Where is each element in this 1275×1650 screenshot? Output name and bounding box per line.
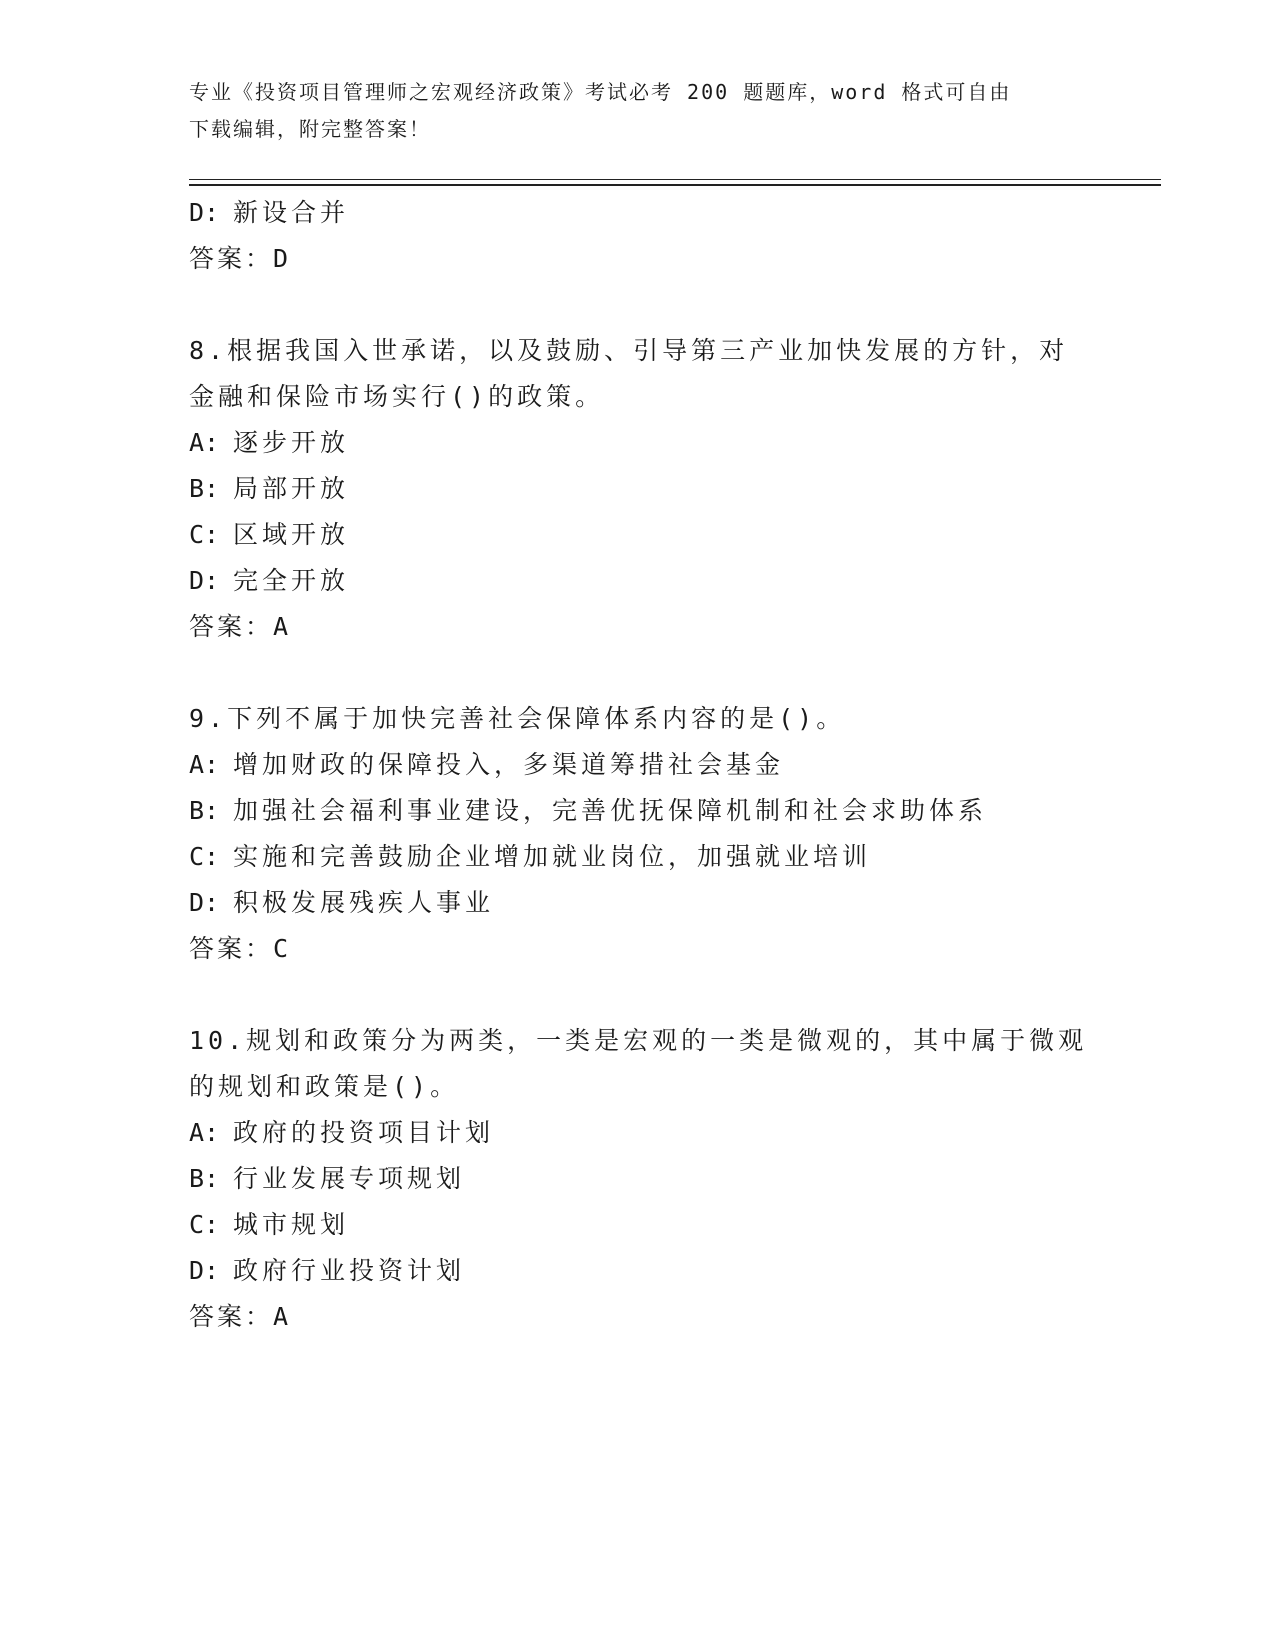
option-text: 完全开放	[233, 566, 350, 595]
header-divider-thin	[189, 179, 1161, 180]
question-spacer	[189, 650, 1129, 696]
option-text: 加强社会福利事业建设，完善优抚保障机制和社会求助体系	[233, 796, 988, 825]
option-text: 逐步开放	[233, 428, 350, 457]
option-letter: C:	[189, 842, 220, 871]
option-text: 城市规划	[233, 1210, 350, 1239]
option-d	[189, 558, 1129, 604]
option-text: 积极发展残疾人事业	[233, 888, 495, 917]
question-8	[189, 328, 1129, 650]
option-letter: C:	[189, 1210, 220, 1239]
option-c	[189, 512, 1129, 558]
question-list	[189, 190, 1129, 1340]
option-text: 政府行业投资计划	[233, 1256, 466, 1285]
option-letter: D:	[189, 566, 220, 595]
option-letter: A:	[189, 428, 220, 457]
header-line-2: 下载编辑，附完整答案！	[189, 117, 431, 141]
question-spacer	[189, 972, 1129, 1018]
document-header	[189, 74, 1089, 148]
answer-line: 答案：A	[189, 612, 292, 641]
option-letter: D:	[189, 198, 220, 227]
option-letter: B:	[189, 796, 220, 825]
header-line-1: 专业《投资项目管理师之宏观经济政策》考试必考 200 题题库，word 格式可自由	[189, 80, 1012, 104]
question-9	[189, 696, 1129, 972]
option-d	[189, 880, 1129, 926]
prev-question-tail	[189, 190, 1129, 282]
option-letter: A:	[189, 1118, 220, 1147]
question-stem: 8.根据我国入世承诺，以及鼓励、引导第三产业加快发展的方针，对	[189, 336, 1069, 365]
option-b	[189, 1156, 1129, 1202]
option-b	[189, 466, 1129, 512]
option-letter: B:	[189, 474, 220, 503]
option-letter: A:	[189, 750, 220, 779]
question-stem: 9.下列不属于加快完善社会保障体系内容的是()。	[189, 704, 846, 733]
option-d	[189, 1248, 1129, 1294]
answer-line: 答案：C	[189, 934, 292, 963]
option-text: 行业发展专项规划	[233, 1164, 466, 1193]
option-b	[189, 788, 1129, 834]
option-text: 区域开放	[233, 520, 350, 549]
option-letter: B:	[189, 1164, 220, 1193]
option-letter: C:	[189, 520, 220, 549]
option-a	[189, 1110, 1129, 1156]
option-text: 实施和完善鼓励企业增加就业岗位，加强就业培训	[233, 842, 872, 871]
question-stem-continued: 的规划和政策是()。	[189, 1072, 460, 1101]
option-a	[189, 420, 1129, 466]
question-10	[189, 1018, 1129, 1340]
option-c	[189, 834, 1129, 880]
option-d	[189, 190, 1129, 236]
option-a	[189, 742, 1129, 788]
option-text: 增加财政的保障投入，多渠道筹措社会基金	[233, 750, 785, 779]
option-letter: D:	[189, 1256, 220, 1285]
header-divider-thick	[189, 184, 1161, 186]
option-letter: D:	[189, 888, 220, 917]
option-c	[189, 1202, 1129, 1248]
option-text: 新设合并	[233, 198, 350, 227]
question-stem: 10.规划和政策分为两类，一类是宏观的一类是微观的，其中属于微观	[189, 1026, 1088, 1055]
question-stem-continued: 金融和保险市场实行()的政策。	[189, 382, 605, 411]
option-text: 局部开放	[233, 474, 350, 503]
answer-line: 答案：D	[189, 244, 292, 273]
option-text: 政府的投资项目计划	[233, 1118, 495, 1147]
answer-line: 答案：A	[189, 1302, 292, 1331]
question-spacer	[189, 282, 1129, 328]
